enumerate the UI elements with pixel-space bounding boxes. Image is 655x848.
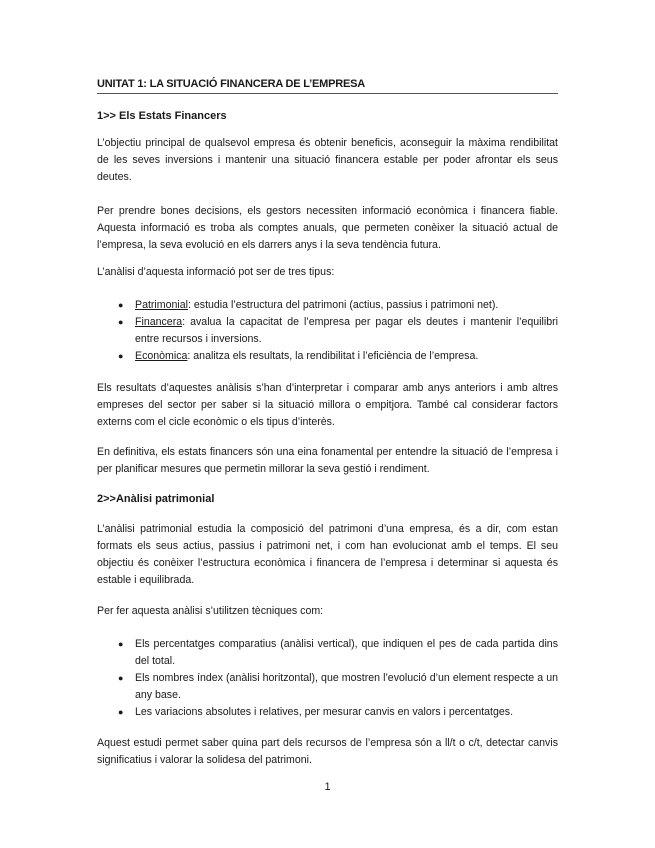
section-1-paragraph-4: Els resultats d’aquestes anàlisis s’han d’interpretar i comparar amb anys anteriors i amb altres empreses del sector per saber si la situació millora o empitjora. També cal considerar factors externs com el cicle econòmic o els tipus d’interès. [97, 382, 558, 428]
section-1-heading: 1>> Els Estats Financers [97, 110, 227, 122]
section-2-heading: 2>>Anàlisi patrimonial [97, 493, 215, 505]
section-2-paragraph-1: L’anàlisi patrimonial estudia la composició del patrimoni d’una empresa, és a dir, com estan formats els seus actius, passius i patrimoni net, i com han evolucionat amb el temps. El seu objectiu és conèixer l’estructura econòmica i financera de l’empresa i determinar si aquesta és estable i equilibrada. [97, 523, 558, 586]
technique-text: Les variacions absolutes i relatives, per mesurar canvis en valors i percentatges. [135, 706, 514, 718]
bullet-icon: ● [118, 707, 124, 717]
analysis-type-description: : analitza els resultats, la rendibilitat i l’eficiència de l’empresa. [187, 350, 479, 362]
unit-title: UNITAT 1: LA SITUACIÓ FINANCERA DE L’EMPRESA [97, 78, 558, 94]
section-1-paragraph-3: L’anàlisi d’aquesta informació pot ser de tres tipus: [97, 266, 335, 278]
list-item [97, 670, 558, 704]
techniques-list [97, 636, 558, 721]
list-item [97, 348, 558, 365]
list-item [97, 704, 558, 721]
section-1-paragraph-2: Per prendre bones decisions, els gestors necessiten informació econòmica i financera fiable. Aquesta informació es troba als comptes anuals, que permeten conèixer la situació actual de l’empresa, la seva evolució en els darrers anys i la seva tendència futura. [97, 205, 558, 251]
bullet-icon: ● [118, 673, 124, 683]
analysis-type-description: : avalua la capacitat de l’empresa per pagar els deutes i mantenir l’equilibri entre recursos i inversions. [135, 316, 558, 345]
analysis-type-description: : estudia l’estructura del patrimoni (actius, passius i patrimoni net). [188, 299, 499, 311]
bullet-icon: ● [118, 639, 124, 649]
list-item [97, 636, 558, 670]
section-2-paragraph-3: Aquest estudi permet saber quina part dels recursos de l’empresa són a ll/t o c/t, detectar canvis significatius i valorar la solidesa del patrimoni. [97, 737, 558, 766]
list-item [97, 297, 558, 314]
list-item [97, 314, 558, 348]
analysis-type-term: Financera [135, 316, 183, 328]
page-number: 1 [324, 781, 331, 793]
technique-text: Els percentatges comparatius (anàlisi vertical), que indiquen el pes de cada partida dins del total. [135, 638, 558, 667]
bullet-icon: ● [118, 317, 124, 327]
section-2-paragraph-2: Per fer aquesta anàlisi s’utilitzen tècniques com: [97, 605, 324, 617]
analysis-type-term: Patrimonial [135, 299, 188, 311]
section-1-paragraph-1: L’objectiu principal de qualsevol empresa és obtenir beneficis, aconseguir la màxima rendibilitat de les seves inversions i mantenir una situació financera estable per poder afrontar els seus deutes. [97, 137, 558, 183]
bullet-icon: ● [118, 300, 124, 310]
section-1-paragraph-5: En definitiva, els estats financers són una eina fonamental per entendre la situació de l’empresa i per planificar mesures que permetin millorar la seva gestió i rendiment. [97, 446, 558, 475]
bullet-icon: ● [118, 351, 124, 361]
analysis-type-term: Econòmica [135, 350, 188, 362]
technique-text: Els nombres índex (anàlisi horitzontal), que mostren l’evolució d’un element respecte a un any base. [135, 672, 558, 701]
analysis-types-list [97, 297, 558, 365]
